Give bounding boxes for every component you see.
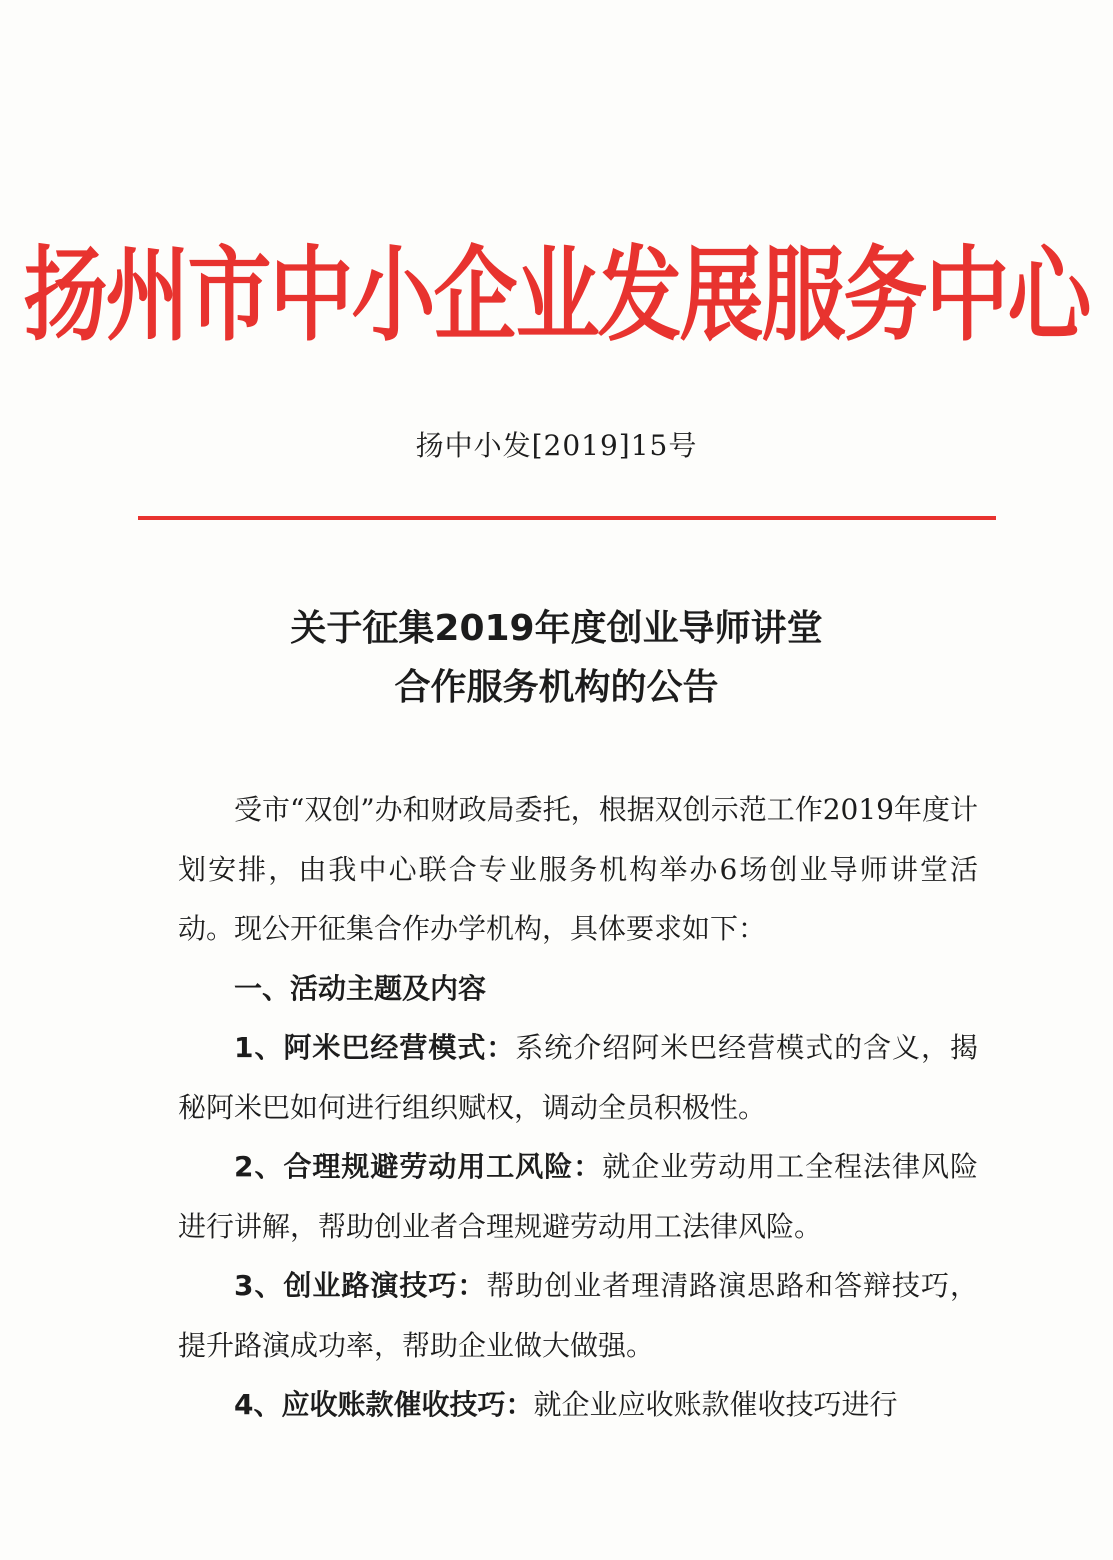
item-text: 就企业劳动用工全程法律风险进行讲解，帮助创业者合理规避劳动用工法律风险。 <box>178 1150 978 1243</box>
item-label: 4、应收账款催收技巧： <box>234 1388 534 1421</box>
document-title-line-1: 关于征集2019年度创业导师讲堂 <box>290 608 823 649</box>
item-label: 3、创业路演技巧： <box>234 1269 487 1302</box>
item-text: 帮助创业者理清路演思路和答辩技巧，提升路演成功率，帮助企业做大做强。 <box>178 1269 978 1362</box>
document-title-line-2: 合作服务机构的公告 <box>394 667 719 708</box>
item-text: 系统介绍阿米巴经营模式的含义，揭秘阿米巴如何进行组织赋权，调动全员积极性。 <box>178 1031 978 1124</box>
list-item <box>178 1137 978 1256</box>
red-divider-line <box>138 516 996 520</box>
section-heading: 一、活动主题及内容 <box>234 971 487 1005</box>
item-label: 1、阿米巴经营模式： <box>234 1031 516 1064</box>
intro-paragraph: 受市“双创”办和财政局委托，根据双创示范工作2019年度计划安排，由我中心联合专业服务机构举办6场创业导师讲堂活动。现公开征集合作办学机构，具体要求如下： <box>178 793 978 945</box>
item-label: 2、合理规避劳动用工风险： <box>234 1150 603 1183</box>
list-item <box>178 1256 978 1375</box>
list-item <box>178 1375 978 1435</box>
item-text: 就企业应收账款催收技巧进行 <box>533 1388 898 1421</box>
organization-header: 扬州市中小企业发展服务中心 <box>23 234 1090 355</box>
list-item <box>178 1018 978 1137</box>
document-number: 扬中小发[2019]15号 <box>415 429 698 462</box>
document-body <box>178 780 978 1435</box>
